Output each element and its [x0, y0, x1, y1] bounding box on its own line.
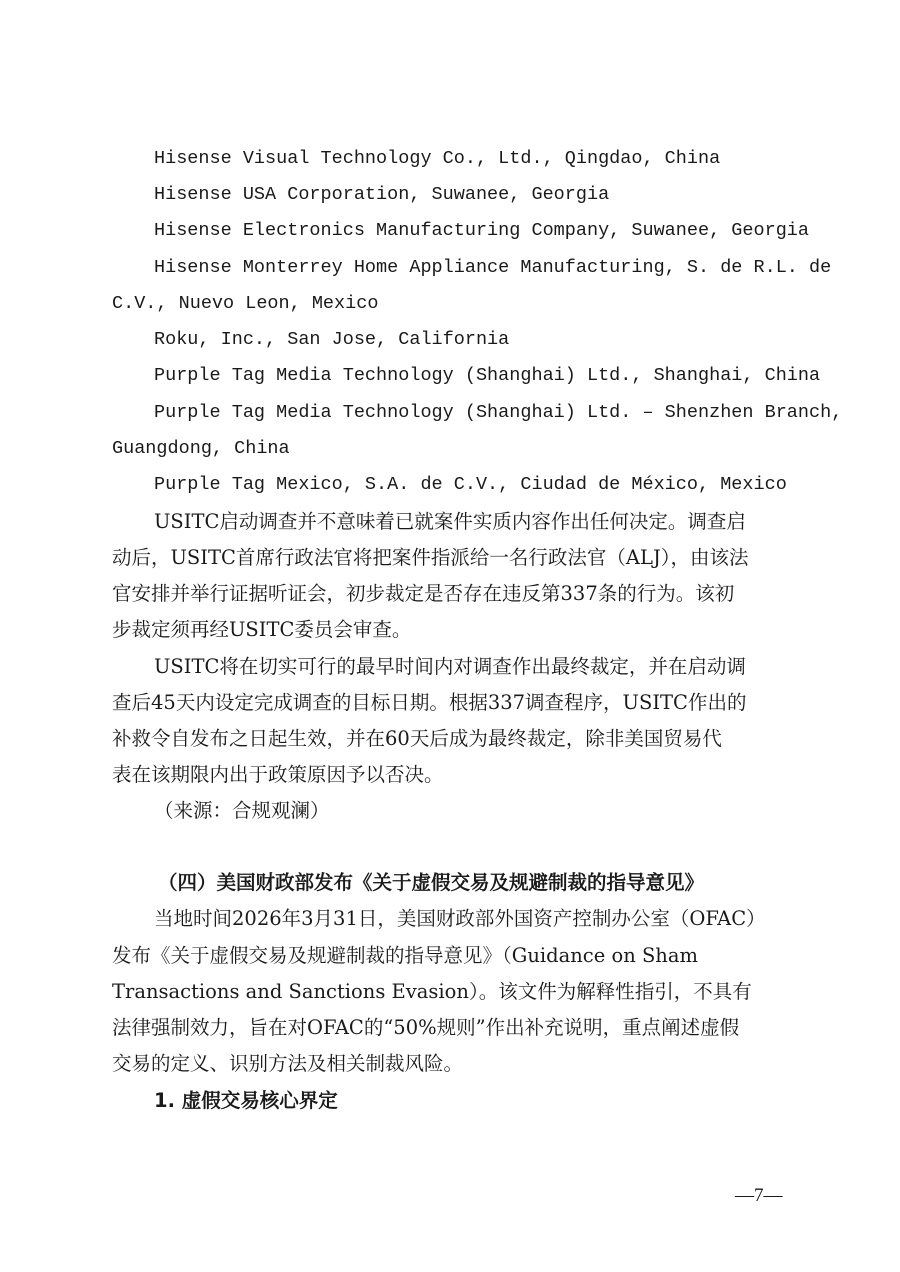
paragraph-line: 官安排并举行证据听证会，初步裁定是否存在违反第337条的行为。该初 [112, 582, 735, 605]
entity-line: C.V., Nuevo Leon, Mexico [112, 293, 379, 314]
paragraph-line: USITC启动调查并不意味着已就案件实质内容作出任何决定。调查启 [154, 510, 746, 533]
section-heading: （四）美国财政部发布《关于虚假交易及规避制裁的指导意见》 [158, 871, 705, 894]
paragraph-line: 法律强制效力，旨在对OFAC的“50%规则”作出补充说明，重点阐述虚假 [112, 1016, 740, 1039]
paragraph-line: Transactions and Sanctions Evasion）。该文件为解释性指引，不具有 [112, 980, 752, 1003]
entity-line: Hisense Visual Technology Co., Ltd., Qingdao, China [154, 148, 721, 169]
paragraph-line: USITC将在切实可行的最早时间内对调查作出最终裁定，并在启动调 [154, 655, 746, 678]
paragraph-line: 查后45天内设定完成调查的目标日期。根据337调查程序，USITC作出的 [112, 691, 747, 714]
paragraph-line: 交易的定义、识别方法及相关制裁风险。 [112, 1052, 464, 1075]
page-number: —7— [735, 1185, 783, 1206]
paragraph-line: 表在该期限内出于政策原因予以否决。 [112, 763, 444, 786]
entity-line: Purple Tag Media Technology (Shanghai) Ltd., Shanghai, China [154, 365, 821, 386]
entity-line: Purple Tag Media Technology (Shanghai) Ltd. – Shenzhen Branch, [154, 402, 843, 423]
paragraph-line: 发布《关于虚假交易及规避制裁的指导意见》（Guidance on Sham [112, 944, 698, 967]
entity-line: Purple Tag Mexico, S.A. de C.V., Ciudad de México, Mexico [154, 474, 787, 495]
entity-line: Roku, Inc., San Jose, California [154, 329, 510, 350]
entity-line: Hisense USA Corporation, Suwanee, Georgia [154, 184, 610, 205]
entity-line: Hisense Monterrey Home Appliance Manufacturing, S. de R.L. de [154, 257, 832, 278]
paragraph-line: 动后，USITC首席行政法官将把案件指派给一名行政法官（ALJ），由该法 [112, 546, 749, 569]
paragraph-line: 补救令自发布之日起生效，并在60天后成为最终裁定，除非美国贸易代 [112, 727, 722, 750]
paragraph-line: 当地时间2026年3月31日，美国财政部外国资产控制办公室（OFAC） [154, 907, 766, 930]
entity-line: Hisense Electronics Manufacturing Company, Suwanee, Georgia [154, 220, 810, 241]
source-note: （来源：合规观澜） [154, 799, 330, 822]
subheading: 1. 虚假交易核心界定 [154, 1089, 338, 1112]
entity-line: Guangdong, China [112, 438, 290, 459]
paragraph-line: 步裁定须再经USITC委员会审查。 [112, 618, 412, 641]
